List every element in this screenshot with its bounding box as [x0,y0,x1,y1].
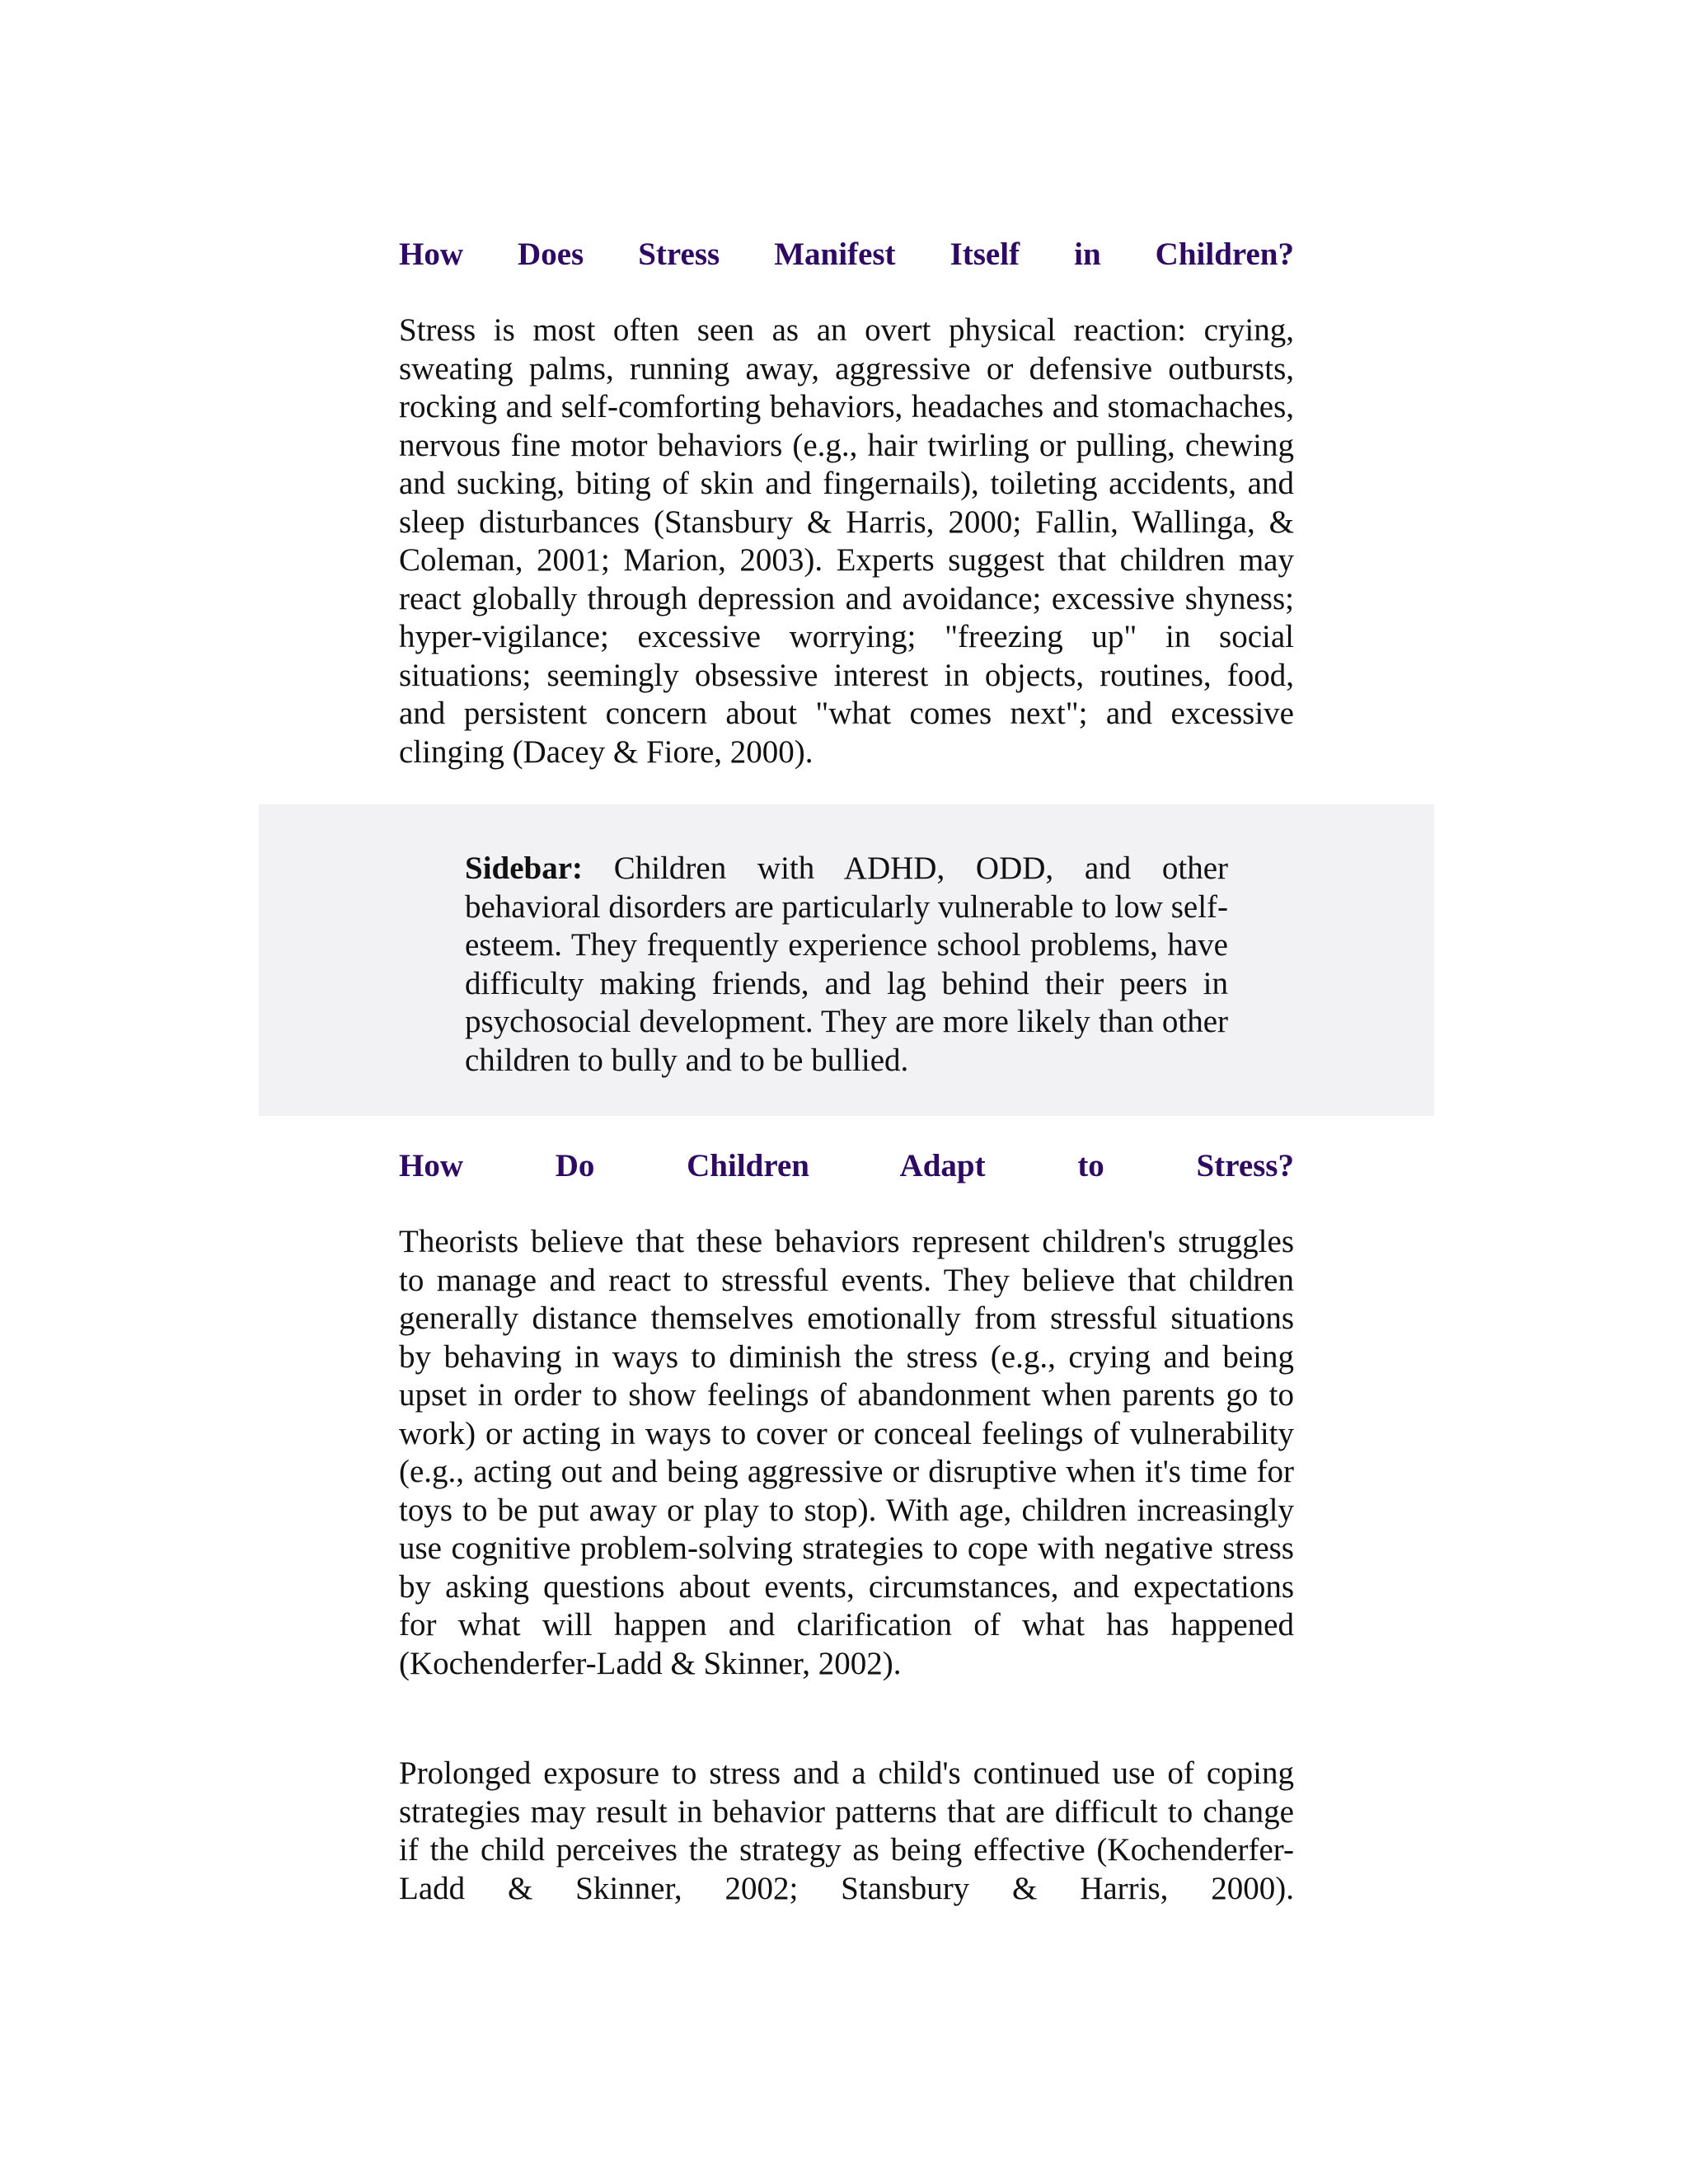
paragraph-stress-manifest: Stress is most often seen as an overt physical reaction: crying, sweating palms, running away, aggressive or defensive outbursts, rocking and self-comforting behaviors, headaches and stomachaches, nervous fine motor behaviors (e.g., hair twirling or pulling, chewing and sucking, biting of skin and fingernails), toileting accidents, and sleep disturbances (Stansbury & Harris, 2000; Fallin, Wallinga, & Coleman, 2001; Marion, 2003). Experts suggest that children may react globally through depression and avoidance; excessive shyness; hyper-vigilance; excessive worrying; "freezing up" in social situations; seemingly obsessive interest in objects, routines, food, and persistent concern about "what comes next"; and excessive clinging (Dacey & Fiore, 2000). [399,312,1294,770]
sidebar-paragraph [465,850,1228,1080]
paragraph-adapt-to-stress-2: Prolonged exposure to stress and a child's continued use of coping strategies may result in behavior patterns that are difficult to change if the child perceives the strategy as being effective (Kochenderfer-Ladd & Skinner, 2002; Stansbury & Harris, 2000). [399,1755,1294,1906]
sidebar-label: Sidebar: [465,851,584,886]
section-heading-stress-manifest: How Does Stress Manifest Itself in Children? [399,237,1294,272]
section-heading-adapt-to-stress: How Do Children Adapt to Stress? [399,1148,1294,1183]
sidebar-text: Children with ADHD, ODD, and other behavioral disorders are particularly vulnerable to low self-esteem. They frequently experience school problems, have difficulty making friends, and lag behind their peers in psychosocial development. They are more likely than other children to bully and to be bullied. [465,851,1228,1078]
paragraph-adapt-to-stress-1: Theorists believe that these behaviors represent children's struggles to manage and react to stressful events. They believe that children generally distance themselves emotionally from stressful situations by behaving in ways to diminish the stress (e.g., crying and being upset in order to show feelings of abandonment when parents go to work) or acting in ways to cover or conceal feelings of vulnerability (e.g., acting out and being aggressive or disruptive when it's time for toys to be put away or play to stop). With age, children increasingly use cognitive problem-solving strategies to cope with negative stress by asking questions about events, circumstances, and expectations for what will happen and clarification of what has happened (Kochenderfer-Ladd & Skinner, 2002). [399,1224,1294,1681]
